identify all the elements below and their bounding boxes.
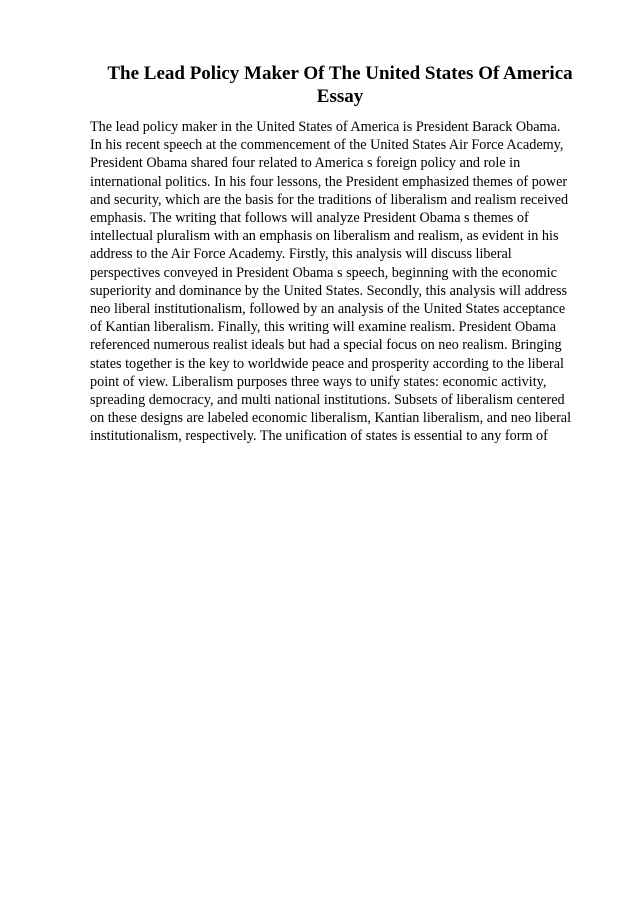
body-line: and security, which are the basis for the traditions of liberalism and realism received xyxy=(90,191,569,208)
body-line: international politics. In his four lessons, the President emphasized themes of power xyxy=(90,173,568,190)
body-line: spreading democracy, and multi national institutions. Subsets of liberalism centered xyxy=(90,392,565,409)
body-line: emphasis. The writing that follows will analyze President Obama s themes of xyxy=(90,210,529,227)
body-line: institutionalism, respectively. The unification of states is essential to any form of xyxy=(90,428,548,445)
body-paragraph xyxy=(90,118,590,446)
body-line: referenced numerous realist ideals but had a special focus on neo realism. Bringing xyxy=(90,337,562,354)
body-line: superiority and dominance by the United States. Secondly, this analysis will address xyxy=(90,282,568,299)
title-line: The Lead Policy Maker Of The United States Of America xyxy=(107,63,573,84)
page-title xyxy=(90,62,590,108)
body-line: perspectives conveyed in President Obama s speech, beginning with the economic xyxy=(90,264,557,281)
body-line: of Kantian liberalism. Finally, this writing will examine realism. President Obama xyxy=(90,319,556,336)
title-line: Essay xyxy=(316,86,364,107)
body-line: states together is the key to worldwide peace and prosperity according to the liberal xyxy=(90,355,564,372)
body-line: In his recent speech at the commencement of the United States Air Force Academy, xyxy=(90,137,564,154)
body-line: point of view. Liberalism purposes three ways to unify states: economic activity, xyxy=(90,373,547,390)
body-line: President Obama shared four related to America s foreign policy and role in xyxy=(90,155,521,172)
body-line: The lead policy maker in the United States of America is President Barack Obama. xyxy=(90,119,561,135)
body-line: address to the Air Force Academy. Firstly, this analysis will discuss liberal xyxy=(90,246,512,263)
body-line: intellectual pluralism with an emphasis on liberalism and realism, as evident in his xyxy=(90,228,559,245)
body-line: neo liberal institutionalism, followed by an analysis of the United States acceptance xyxy=(90,301,566,318)
body-line: on these designs are labeled economic liberalism, Kantian liberalism, and neo liberal xyxy=(90,410,572,427)
